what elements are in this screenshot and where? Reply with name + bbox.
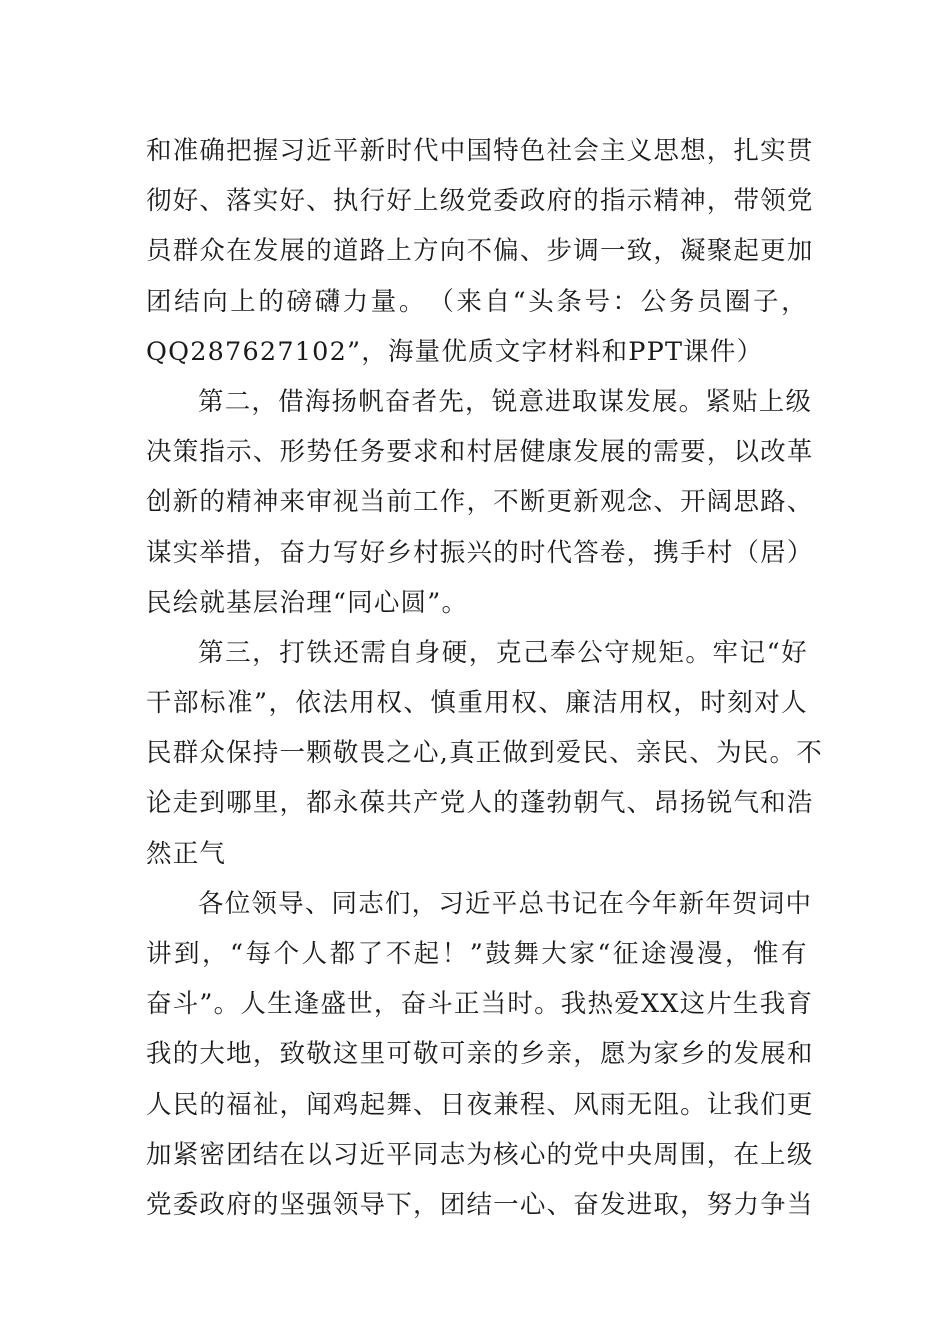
text-line: 决 策 指 示 、 形 势 任 务 要 求 和 村 居 健 康 发 展 的 需 要 ， 以 改 革 <box>146 437 814 468</box>
text-line: 奋 斗 ” 。 人 生 逢 盛 世 ， 奋 斗 正 当 时 。 我 热 爱 X X 这 片 生 我 育 <box>146 989 814 1020</box>
text-line: 讲 到 ， “ 每 个 人 都 了 不 起 ！ ” 鼓 舞 大 家 “ 征 途 漫 漫 ， 惟 有 <box>146 939 808 969</box>
text-line: 第 三 ， 打 铁 还 需 自 身 硬 ， 克 己 奉 公 守 规 矩 。 牢 记 “ 好 <box>198 637 808 668</box>
text-line: 和 准 确 把 握 习 近 平 新 时 代 中 国 特 色 社 会 主 义 思 想 ， 扎 实 贯 <box>146 136 814 166</box>
text-line: 然正气 <box>146 838 227 869</box>
text-line: 加 紧 密 团 结 在 以 习 近 平 同 志 为 核 心 的 党 中 央 周 围 ， 在 上 级 <box>146 1139 814 1170</box>
body-text <box>146 126 823 1230</box>
text-line: 员 群 众 在 发 展 的 道 路 上 方 向 不 偏 、 步 调 一 致 ， 凝 聚 起 更 加 <box>146 236 814 267</box>
text-line: 彻 好 、 落 实 好 、 执 行 好 上 级 党 委 政 府 的 指 示 精 神 ， 带 领 党 <box>146 186 814 217</box>
text-line: 团 结 向 上 的 磅 礴 力 量 。 （ 来 自 “ 头 条 号 ： 公 务 员 圈 子 ， <box>146 286 808 317</box>
text-line: 干 部 标 准 ” ， 依 法 用 权 、 慎 重 用 权 、 廉 洁 用 权 ， 时 刻 对 人 <box>146 688 808 719</box>
text-line: 谋 实 举 措 ， 奋 力 写 好 乡 村 振 兴 的 时 代 答 卷 ， 携 手 村 （ 居 ） <box>146 537 814 568</box>
text-line: 论 走 到 哪 里 ， 都 永 葆 共 产 党 人 的 蓬 勃 朝 气 、 昂 扬 锐 气 和 浩 <box>146 788 814 819</box>
text-line: 党 委 政 府 的 坚 强 领 导 下 ， 团 结 一 心 、 奋 发 进 取 ， 努 力 争 当 <box>146 1189 814 1220</box>
text-line: 各 位 领 导 、 同 志 们 ， 习 近 平 总 书 记 在 今 年 新 年 贺 词 中 <box>198 888 813 919</box>
text-line: 民 群 众 保 持 一 颗 敬 畏 之 心 , 真 正 做 到 爱 民 、 亲 民 、 为 民 。 不 <box>146 738 823 769</box>
text-line: QQ287627102”，海量优质文字材料和PPT课件） <box>146 336 764 367</box>
text-line: 第 二 ， 借 海 扬 帆 奋 者 先 ， 锐 意 进 取 谋 发 展 。 紧 贴 上 级 <box>198 386 813 417</box>
text-line: 我 的 大 地 ， 致 敬 这 里 可 敬 可 亲 的 乡 亲 ， 愿 为 家 乡 的 发 展 和 <box>146 1039 814 1070</box>
text-line: 人 民 的 福 祉 ， 闻 鸡 起 舞 、 日 夜 兼 程 、 风 雨 无 阻 。 让 我 们 更 <box>146 1089 814 1120</box>
text-line: 创 新 的 精 神 来 审 视 当 前 工 作 ， 不 断 更 新 观 念 、 开 阔 思 路 、 <box>146 487 814 518</box>
text-line: 民绘就基层治理“同心圆”。 <box>146 587 469 618</box>
